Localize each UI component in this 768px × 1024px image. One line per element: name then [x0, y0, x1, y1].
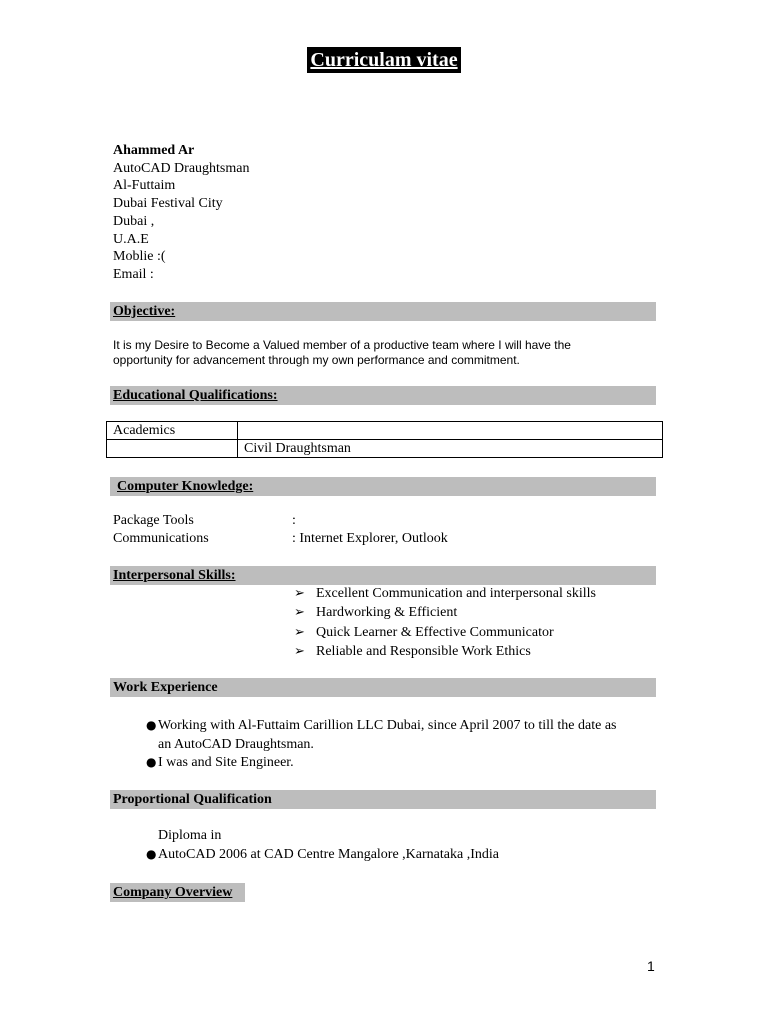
- work-heading-bar: [110, 678, 656, 697]
- work-heading: Work Experience: [113, 680, 218, 695]
- city-line: Dubai ,: [113, 213, 155, 229]
- work-item-2: I was and Site Engineer.: [158, 755, 294, 770]
- list-item: [146, 755, 294, 771]
- table-cell: Academics: [107, 422, 238, 440]
- package-tools-label: Package Tools: [113, 513, 194, 528]
- diploma-item: AutoCAD 2006 at CAD Centre Mangalore ,Karnataka ,India: [158, 847, 499, 862]
- education-heading-bar: [110, 386, 656, 405]
- mobile-line: Moblie :(: [113, 249, 166, 265]
- table-row: [107, 422, 663, 440]
- table-cell: [238, 422, 663, 440]
- country-line: U.A.E: [113, 231, 149, 247]
- title-wrapper: [0, 47, 768, 73]
- education-table: [106, 421, 663, 458]
- contact-block: [113, 142, 250, 284]
- objective-heading-bar: [110, 302, 656, 321]
- table-row: [107, 440, 663, 458]
- dot-bullet-icon: ●: [146, 755, 157, 769]
- interpersonal-heading: Interpersonal Skills:: [113, 568, 236, 583]
- interpersonal-heading-bar: [110, 566, 656, 585]
- table-cell: Civil Draughtsman: [238, 440, 663, 458]
- communications-label: Communications: [113, 531, 209, 546]
- proportional-heading: Proportional Qualification: [113, 792, 272, 807]
- work-item-line1: Working with Al-Futtaim Carillion LLC Dubai, since April 2007 to till the date as: [158, 718, 617, 733]
- package-tools-value: :: [292, 513, 296, 528]
- skill-text: Quick Learner & Effective Communicator: [316, 625, 554, 640]
- list-item: [146, 718, 617, 734]
- list-item: [146, 847, 499, 863]
- arrow-bullet-icon: ➢: [294, 586, 305, 601]
- list-item: [294, 605, 457, 621]
- objective-text-line1: It is my Desire to Become a Valued member of a productive team where I will have the: [113, 338, 571, 352]
- person-name: Ahammed Ar: [113, 143, 195, 158]
- company-heading-bar: [110, 883, 245, 902]
- education-heading: Educational Qualifications:: [113, 388, 278, 403]
- company-name: Al-Futtaim: [113, 178, 176, 194]
- dot-bullet-icon: ●: [146, 847, 157, 861]
- objective-text: [113, 338, 571, 368]
- page-number: 1: [647, 958, 655, 974]
- computer-heading-bar: [110, 477, 656, 496]
- arrow-bullet-icon: ➢: [294, 605, 305, 620]
- table-cell: [107, 440, 238, 458]
- document-title: Curriculam vitae: [307, 47, 460, 73]
- area-line: Dubai Festival City: [113, 196, 223, 212]
- skill-text: Excellent Communication and interpersonal skills: [316, 586, 596, 601]
- company-heading: Company Overview: [113, 885, 233, 900]
- work-item-line2: an AutoCAD Draughtsman.: [158, 737, 314, 752]
- objective-heading: Objective:: [113, 304, 176, 319]
- list-item: [294, 625, 554, 641]
- skill-text: Reliable and Responsible Work Ethics: [316, 644, 531, 659]
- computer-heading: Computer Knowledge:: [117, 479, 254, 494]
- objective-text-line2: opportunity for advancement through my own performance and commitment.: [113, 353, 520, 367]
- arrow-bullet-icon: ➢: [294, 625, 305, 640]
- person-role: AutoCAD Draughtsman: [113, 160, 250, 176]
- communications-value: : Internet Explorer, Outlook: [292, 531, 448, 546]
- email-line: Email :: [113, 266, 154, 282]
- diploma-intro: Diploma in: [158, 828, 222, 843]
- dot-bullet-icon: ●: [146, 718, 157, 732]
- skill-text: Hardworking & Efficient: [316, 605, 458, 620]
- list-item: [294, 644, 531, 660]
- arrow-bullet-icon: ➢: [294, 644, 305, 659]
- list-item: [294, 586, 596, 602]
- proportional-heading-bar: [110, 790, 656, 809]
